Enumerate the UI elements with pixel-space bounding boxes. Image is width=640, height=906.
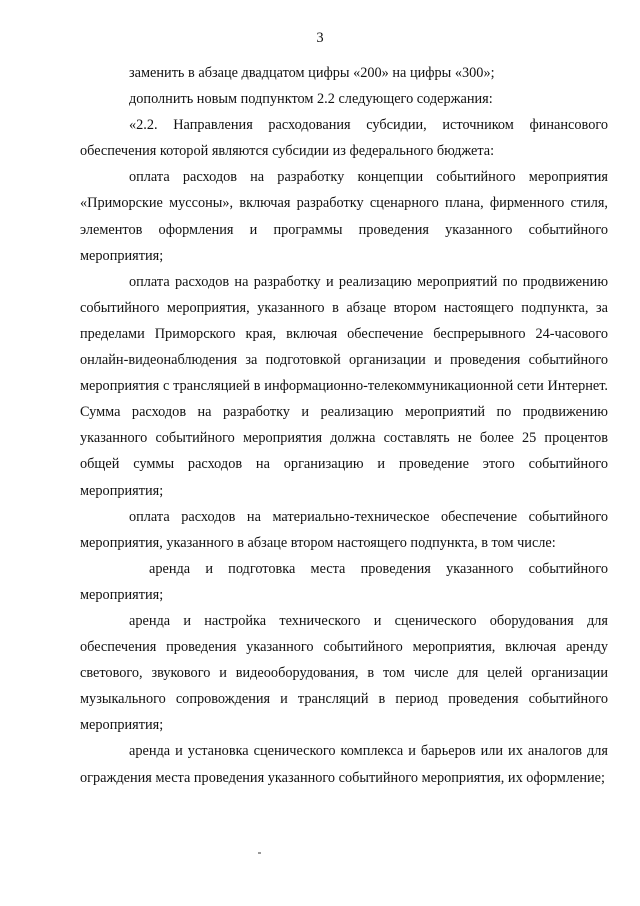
paragraph-9: аренда и установка сценического комплекса и барьеров или их аналогов для ограждения места проведения указанного событийного мероприятия, их оформление;	[80, 743, 608, 786]
paragraph-6: оплата расходов на материально-техническое обеспечение событийного мероприятия, указанного в абзаце втором настоящего подпункта, в том числе:	[80, 508, 608, 551]
page-number: 3	[316, 30, 324, 46]
scan-speck	[258, 852, 261, 854]
paragraph-5: оплата расходов на разработку и реализацию мероприятий по продвижению событийного мероприятия, указанного в абзаце втором настоящего подпункта, за пределами Приморского края, включая обеспечение беспрерывного 24-часового онлайн-видеонаблюдения за подготовкой организации и проведения событийного мероприятия с трансляцией в информационно-телекоммуникационной сети Интернет. Сумма расходов на разработку и реализацию мероприятий по продвижению указанного событийного мероприятия должна составлять не более 25 процентов общей суммы расходов на организацию и проведение этого событийного мероприятия;	[80, 273, 608, 499]
paragraph-7: аренда и подготовка места проведения указанного событийного мероприятия;	[80, 560, 608, 603]
paragraph-2: дополнить новым подпунктом 2.2 следующего содержания:	[129, 91, 493, 108]
paragraph-4: оплата расходов на разработку концепции событийного мероприятия «Приморские муссоны», включая разработку сценарного плана, фирменного стиля, элементов оформления и программы проведения указанного событийного мероприятия;	[80, 169, 608, 264]
paragraph-1: заменить в абзаце двадцатом цифры «200» на цифры «300»;	[129, 65, 495, 81]
document-body	[80, 60, 608, 791]
paragraph-8: аренда и настройка технического и сценического оборудования для обеспечения проведения указанного событийного мероприятия, включая аренду светового, звукового и видеооборудования, в том числе для целей организации музыкального сопровождения и трансляций в период проведения событийного мероприятия;	[80, 612, 608, 734]
paragraph-3: «2.2. Направления расходования субсидии, источником финансового обеспечения которой являются субсидии из федерального бюджета:	[80, 117, 608, 160]
